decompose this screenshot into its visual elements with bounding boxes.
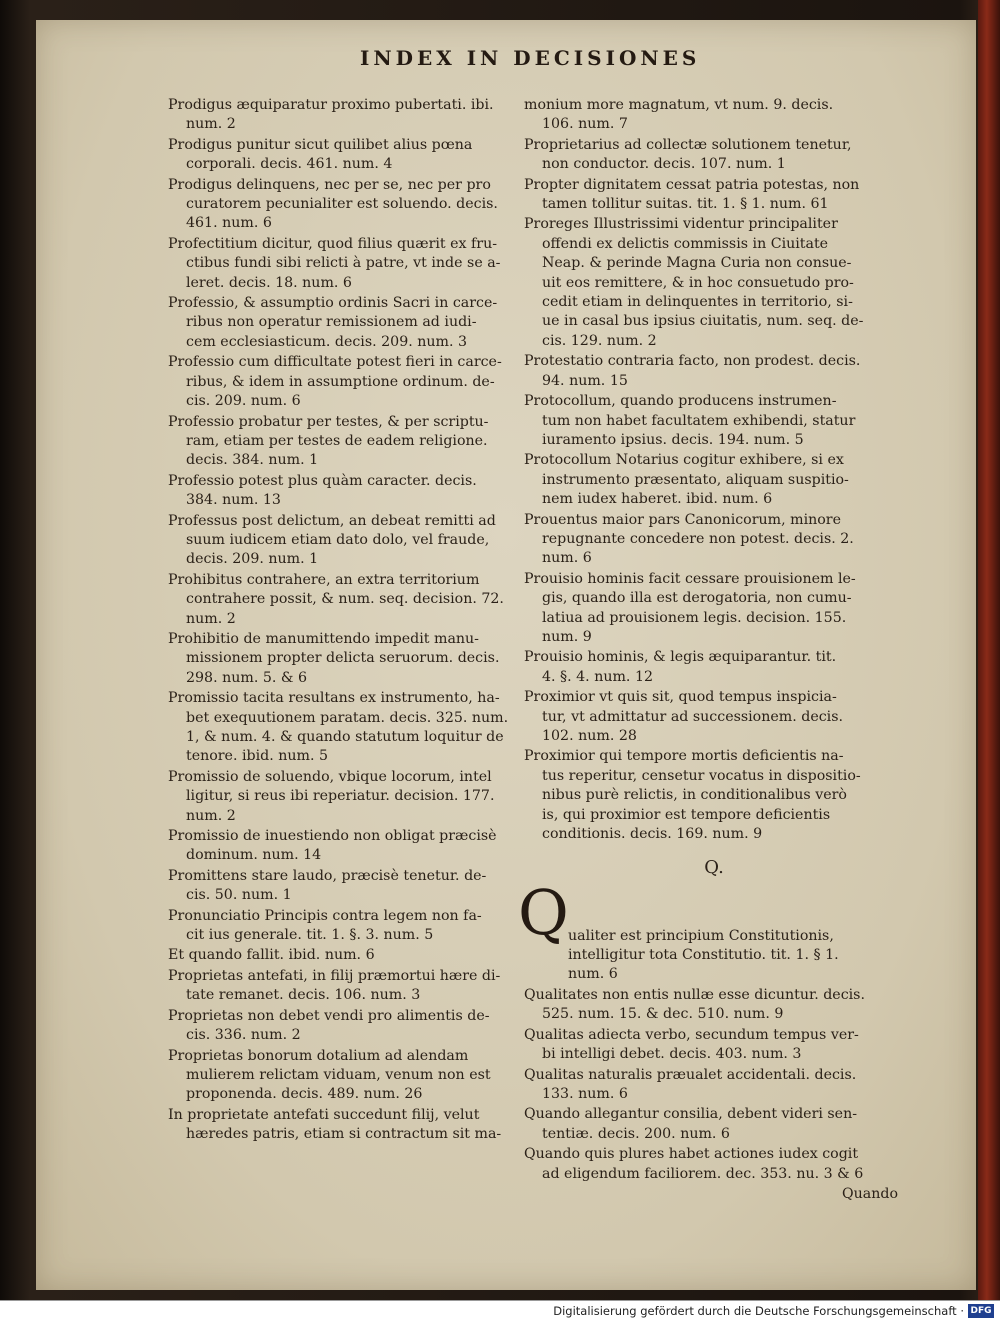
index-entry: Promissio tacita resultans ex instrumento, ha- bet exequutionem paratam. decis. 325. num. 1, & num. 4. & quando statutum loquitur de tenore. ibid. num. 5 bbox=[168, 690, 509, 765]
index-entry: Quando quis plures habet actiones iudex cogit ad eligendum faciliorem. dec. 353. nu. 3 & 6 bbox=[524, 1146, 864, 1182]
index-entry: Qualitates non entis nullæ esse dicuntur. decis. 525. num. 15. & dec. 510. num. 9 bbox=[524, 986, 865, 1023]
index-entry: Professus post delictum, an debeat remitti ad suum iudicem etiam dato dolo, vel fraude, decis. 209. num. 1 bbox=[168, 512, 496, 568]
index-entry: Proximior vt quis sit, quod tempus inspicia- tur, vt admittatur ad successionem. decis. 102. num. 28 bbox=[524, 689, 843, 744]
index-entry: Qualitas adiecta verbo, secundum tempus ver- bi intelligi debet. decis. 403. num. 3 bbox=[524, 1026, 859, 1063]
index-entry: Proprietas non debet vendi pro alimentis de- cis. 336. num. 2 bbox=[168, 1007, 490, 1044]
index-entry: Prohibitus contrahere, an extra territorium contrahere possit, & num. seq. decision. 72. num. 2 bbox=[168, 571, 504, 627]
index-entry: Prodigus punitur sicut quilibet alius pœna corporali. decis. 461. num. 4 bbox=[168, 136, 473, 173]
book-binding-edge bbox=[978, 0, 1000, 1300]
q-entries bbox=[524, 986, 904, 1184]
index-entry: In proprietate antefati succedunt filij, velut hæredes patris, etiam si contractum sit ma- bbox=[168, 1106, 502, 1143]
footer-bar bbox=[0, 1300, 1000, 1322]
index-entry: Proreges Illustrissimi videntur principaliter offendi ex delictis commissis in Ciuitate Neap. & perinde Magna Curia non consue- uit eos remittere, & in hoc consuetudo pro- cedit etiam in delinquentes in territorio, si- ue in casal bus ipsius ciuitatis, num. seq. de- cis. 129. num. 2 bbox=[524, 216, 864, 349]
index-entry: Professio potest plus quàm caracter. decis. 384. num. 13 bbox=[168, 472, 477, 509]
footer-credit: Digitalisierung gefördert durch die Deutsche Forschungsgemeinschaft · bbox=[553, 1304, 964, 1318]
index-entry: Prouentus maior pars Canonicorum, minore repugnante concedere non potest. decis. 2. num. 6 bbox=[524, 511, 854, 567]
index-entry: Qualitas naturalis præualet accidentali. decis. 133. num. 6 bbox=[524, 1066, 857, 1102]
index-entry: Pronunciatio Principis contra legem non fa- cit ius generale. tit. 1. §. 3. num. 5 bbox=[168, 907, 482, 944]
index-entry: Protocollum Notarius cogitur exhibere, si ex instrumento præsentato, aliquam suspitio- nem iudex haberet. ibid. num. 6 bbox=[524, 452, 849, 508]
dropcap-entry bbox=[518, 875, 904, 985]
left-column bbox=[168, 96, 528, 1146]
page-header: INDEX IN DECISIONES bbox=[360, 46, 701, 70]
right-entries bbox=[524, 96, 904, 844]
index-entry: Et quando fallit. ibid. num. 6 bbox=[168, 947, 375, 964]
index-entry: Professio, & assumptio ordinis Sacri in carce- ribus non operatur remissionem ad iudi- cem ecclesiasticum. decis. 209. num. 3 bbox=[168, 295, 498, 350]
index-entry: Professio probatur per testes, & per scriptu- ram, etiam per testes de eadem religione. decis. 384. num. 1 bbox=[168, 413, 489, 469]
index-entry: Proximior qui tempore mortis deficientis na- tus reperitur, censetur vocatus in dispositio- nibus purè relictis, in conditionalibus verò is, qui proximior est tempore deficientis conditionis. decis. 169. num. 9 bbox=[524, 748, 861, 843]
index-entry: Profectitium dicitur, quod filius quærit ex fru- ctibus fundi sibi relicti à patre, vt inde se a- leret. decis. 18. num. 6 bbox=[168, 235, 501, 291]
index-entry: Proprietas antefati, in filij præmortui hære di- tate remanet. decis. 106. num. 3 bbox=[168, 967, 501, 1004]
dfg-logo[interactable]: DFG bbox=[968, 1304, 994, 1318]
index-entry: monium more magnatum, vt num. 9. decis. 106. num. 7 bbox=[524, 97, 834, 133]
index-entry: Prouisio hominis, & legis æquiparantur. tit. 4. §. 4. num. 12 bbox=[524, 649, 837, 685]
index-entry: Promittens stare laudo, præcisè tenetur. de- cis. 50. num. 1 bbox=[168, 867, 487, 904]
index-entry: Professio cum difficultate potest fieri in carce- ribus, & idem in assumptione ordinum. de- cis. 209. num. 6 bbox=[168, 354, 502, 410]
dropcap-letter: Q bbox=[518, 875, 569, 949]
index-entry: Protestatio contraria facto, non prodest. decis. 94. num. 15 bbox=[524, 353, 861, 389]
index-entry: Propter dignitatem cessat patria potestas, non tamen tollitur suitas. tit. 1. § 1. num. 61 bbox=[524, 176, 860, 213]
index-entry: Proprietarius ad collectæ solutionem tenetur, non conductor. decis. 107. num. 1 bbox=[524, 136, 852, 173]
index-entry: Prodigus æquiparatur proximo pubertati. ibi. num. 2 bbox=[168, 97, 494, 133]
index-entry: Prodigus delinquens, nec per se, nec per pro curatorem pecunialiter est soluendo. decis. 461. num. 6 bbox=[168, 176, 498, 232]
right-column bbox=[518, 96, 904, 1205]
index-entry: Prouisio hominis facit cessare prouisionem le- gis, quando illa est derogatoria, non cumu- latiua ad prouisionem legis. decision. 155. num. 9 bbox=[524, 570, 856, 645]
catchword: Quando bbox=[842, 1185, 898, 1202]
index-entry: Promissio de inuestiendo non obligat præcisè dominum. num. 14 bbox=[168, 828, 497, 864]
section-letter: Q. bbox=[704, 857, 724, 879]
dropcap-entry-text: ualiter est principium Constitutionis, intelligitur tota Constitutio. tit. 1. § 1. num. 6 bbox=[568, 927, 839, 983]
index-entry: Proprietas bonorum dotalium ad alendam mulierem relictam viduam, venum non est proponenda. decis. 489. num. 26 bbox=[168, 1047, 491, 1103]
index-entry: Protocollum, quando producens instrumen- tum non habet facultatem exhibendi, statur iuramento ipsius. decis. 194. num. 5 bbox=[524, 393, 856, 448]
index-entry: Prohibitio de manumittendo impedit manu- missionem propter delicta seruorum. decis. 298. num. 5. & 6 bbox=[168, 630, 500, 686]
index-entry: Quando allegantur consilia, debent videri sen- tentiæ. decis. 200. num. 6 bbox=[524, 1106, 858, 1142]
index-entry: Promissio de soluendo, vbique locorum, intel ligitur, si reus ibi reperiatur. decision. 177. num. 2 bbox=[168, 768, 495, 824]
